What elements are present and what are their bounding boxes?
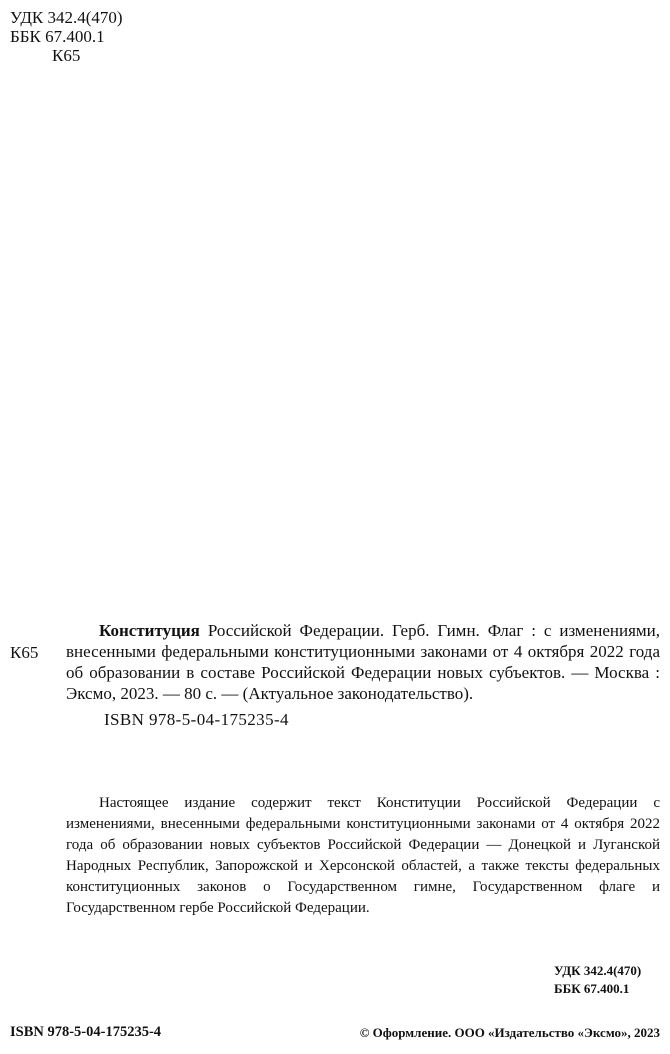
entry-description: Российской Федерации. Герб. Гимн. Флаг : с изменениями, внесенными федеральными конституционными законами от 4 октября 2022 года об образовании в составе Российской Федерации новых субъектов. — Москва : Эксмо, 2023. — 80 с. — (Актуальное законодательство). bbox=[66, 621, 660, 703]
author-mark: К65 bbox=[52, 46, 81, 65]
footer-bbk: ББК 67.400.1 bbox=[554, 981, 630, 996]
footer-udk: УДК 342.4(470) bbox=[554, 963, 642, 978]
bbk-code: ББК 67.400.1 bbox=[10, 27, 105, 46]
entry-title: Конституция bbox=[99, 621, 200, 640]
bibliographic-entry bbox=[66, 620, 660, 704]
classification-codes bbox=[10, 8, 123, 65]
annotation: Настоящее издание содержит текст Конституции Российской Федерации с изменениями, внесенными федеральными конституционными законами от 4 октября 2022 года об образовании новых субъектов Российской Федерации — Донецкой и Луганской Народных Республик, Запорожской и Херсонской областей, а также тексты федеральных конституционных законов о Государственном гимне, Государственном флаге и Государственном гербе Российской Федерации. bbox=[66, 795, 660, 916]
footer-isbn: ISBN 978-5-04-175235-4 bbox=[10, 1024, 162, 1040]
footer-classification bbox=[554, 962, 658, 998]
entry-isbn: ISBN 978-5-04-175235-4 bbox=[104, 710, 289, 729]
copyright-notice: © Оформление. ООО «Издательство «Эксмо», 2023 bbox=[359, 1025, 660, 1040]
udk-code: УДК 342.4(470) bbox=[10, 8, 123, 27]
entry-author-mark: К65 bbox=[10, 643, 39, 662]
